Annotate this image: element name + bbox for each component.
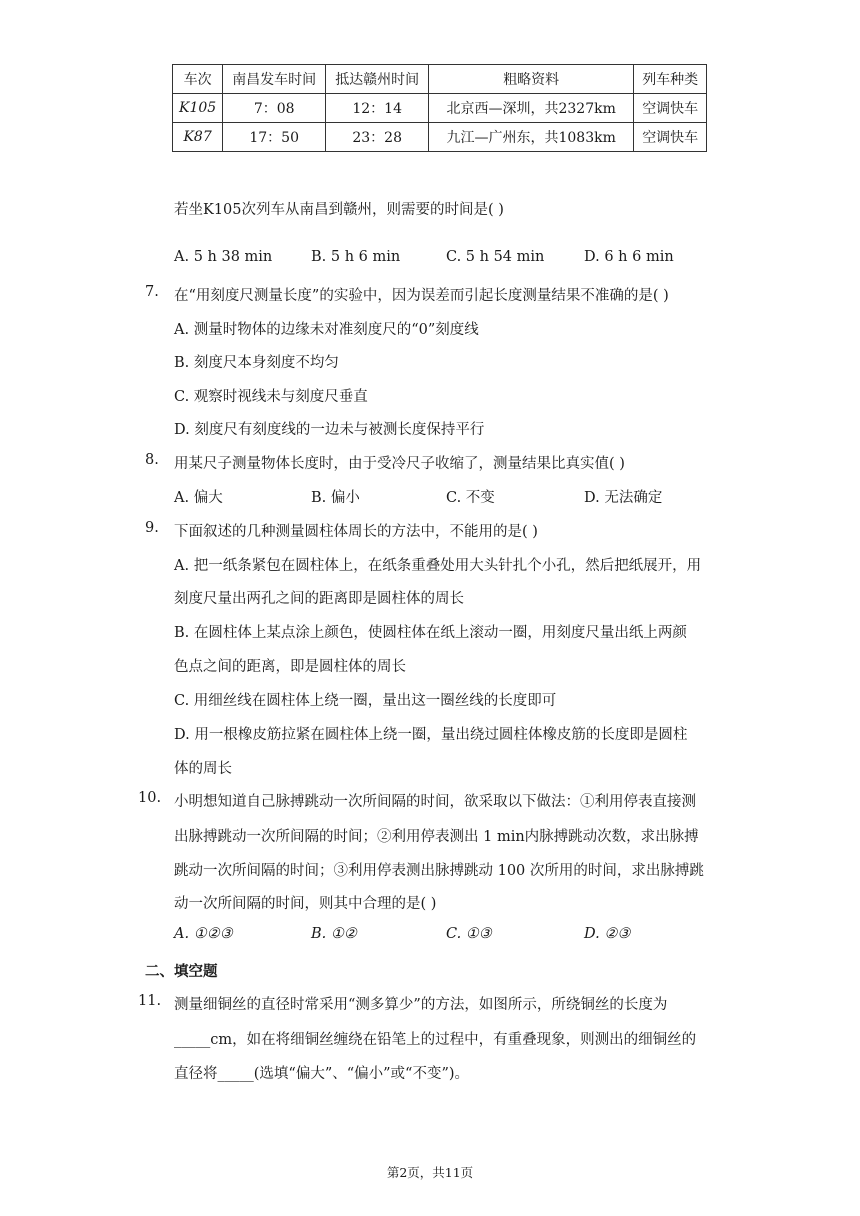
q11-line3: 直径将_____(选填“偏大”、“偏小”或“不变”)。	[174, 1066, 470, 1082]
q7-stem: 在“用刻度尺测量长度”的实验中，因为误差而引起长度测量结果不准确的是( )	[174, 288, 669, 304]
q8-option-d: D. 无法确定	[584, 490, 663, 506]
table-cell: 7：08	[223, 94, 326, 123]
table-header: 抵达赣州时间	[326, 65, 429, 94]
table-header: 车次	[173, 65, 223, 94]
table-cell: 九江—广州东，共1083km	[429, 123, 634, 152]
table-header: 列车种类	[634, 65, 707, 94]
table-cell: 12：14	[326, 94, 429, 123]
q7-number: 7.	[145, 284, 159, 300]
q10-option-b: B. ①②	[311, 926, 357, 942]
table-cell: 北京西—深圳，共2327km	[429, 94, 634, 123]
q8-option-c: C. 不变	[446, 490, 495, 506]
q10-line4: 动一次所间隔的时间，则其中合理的是( )	[174, 896, 437, 912]
table-cell: 23：28	[326, 123, 429, 152]
train-schedule-table	[172, 64, 707, 152]
q9-option-a-line1: A. 把一纸条紧包在圆柱体上，在纸条重叠处用大头针扎个小孔，然后把纸展开，用	[174, 558, 702, 574]
q9-option-a-line2: 刻度尺量出两孔之间的距离即是圆柱体的周长	[174, 591, 464, 607]
q9-number: 9.	[145, 520, 159, 536]
q9-option-d-line1: D. 用一根橡皮筋拉紧在圆柱体上绕一圈，量出绕过圆柱体橡皮筋的长度即是圆柱	[174, 727, 688, 743]
q9-option-c: C. 用细丝线在圆柱体上绕一圈，量出这一圈丝线的长度即可	[174, 693, 557, 709]
q10-option-c: C. ①③	[446, 926, 492, 942]
table-cell: 空调快车	[634, 123, 707, 152]
q8-stem: 用某尺子测量物体长度时，由于受冷尺子收缩了，测量结果比真实值( )	[174, 456, 625, 472]
table-cell: K87	[173, 123, 223, 152]
q11-line1: 测量细铜丝的直径时常采用“测多算少”的方法，如图所示，所绕铜丝的长度为	[174, 997, 668, 1013]
table-cell: 空调快车	[634, 94, 707, 123]
table-row	[173, 123, 707, 152]
q10-line3: 跳动一次所间隔的时间；③利用停表测出脉搏跳动 100 次所用的时间，求出脉搏跳	[174, 863, 704, 879]
table-header: 南昌发车时间	[223, 65, 326, 94]
q9-stem: 下面叙述的几种测量圆柱体周长的方法中，不能用的是( )	[174, 524, 538, 540]
q10-option-a: A. ①②③	[174, 926, 233, 942]
q10-option-d: D. ②③	[584, 926, 631, 942]
q9-option-b-line2: 色点之间的距离，即是圆柱体的周长	[174, 659, 406, 675]
q6-option-b: B. 5 h 6 min	[311, 249, 401, 265]
q7-option-c: C. 观察时视线未与刻度尺垂直	[174, 389, 368, 405]
q10-line2: 出脉搏跳动一次所间隔的时间；②利用停表测出 1 min内脉搏跳动次数，求出脉搏	[174, 829, 699, 845]
q7-option-b: B. 刻度尺本身刻度不均匀	[174, 355, 339, 371]
q10-line1: 小明想知道自己脉搏跳动一次所间隔的时间，欲采取以下做法：①利用停表直接测	[174, 794, 696, 810]
q11-number: 11.	[138, 993, 162, 1009]
q8-option-b: B. 偏小	[311, 490, 360, 506]
page-footer: 第2页，共11页	[386, 1165, 474, 1180]
table-header-row	[173, 65, 707, 94]
q6-option-c: C. 5 h 54 min	[446, 249, 545, 265]
q6-option-d: D. 6 h 6 min	[584, 249, 674, 265]
q7-option-a: A. 测量时物体的边缘未对准刻度尺的“0”刻度线	[174, 322, 479, 338]
q6-option-a: A. 5 h 38 min	[174, 249, 273, 265]
q9-option-b-line1: B. 在圆柱体上某点涂上颜色，使圆柱体在纸上滚动一圈，用刻度尺量出纸上两颜	[174, 625, 687, 641]
q9-option-d-line2: 体的周长	[174, 761, 232, 777]
q8-number: 8.	[145, 452, 159, 468]
table-header: 粗略资料	[429, 65, 634, 94]
table-cell: K105	[173, 94, 223, 123]
q11-line2: _____cm，如在将细铜丝缠绕在铅笔上的过程中，有重叠现象，则测出的细铜丝的	[174, 1032, 697, 1048]
q7-option-d: D. 刻度尺有刻度线的一边未与被测长度保持平行	[174, 422, 485, 438]
q8-option-a: A. 偏大	[174, 490, 223, 506]
section-heading: 二、填空题	[145, 964, 218, 980]
q6-stem: 若坐K105次列车从南昌到赣州，则需要的时间是( )	[174, 202, 504, 218]
table-row	[173, 94, 707, 123]
q10-number: 10.	[138, 790, 162, 806]
table-cell: 17：50	[223, 123, 326, 152]
